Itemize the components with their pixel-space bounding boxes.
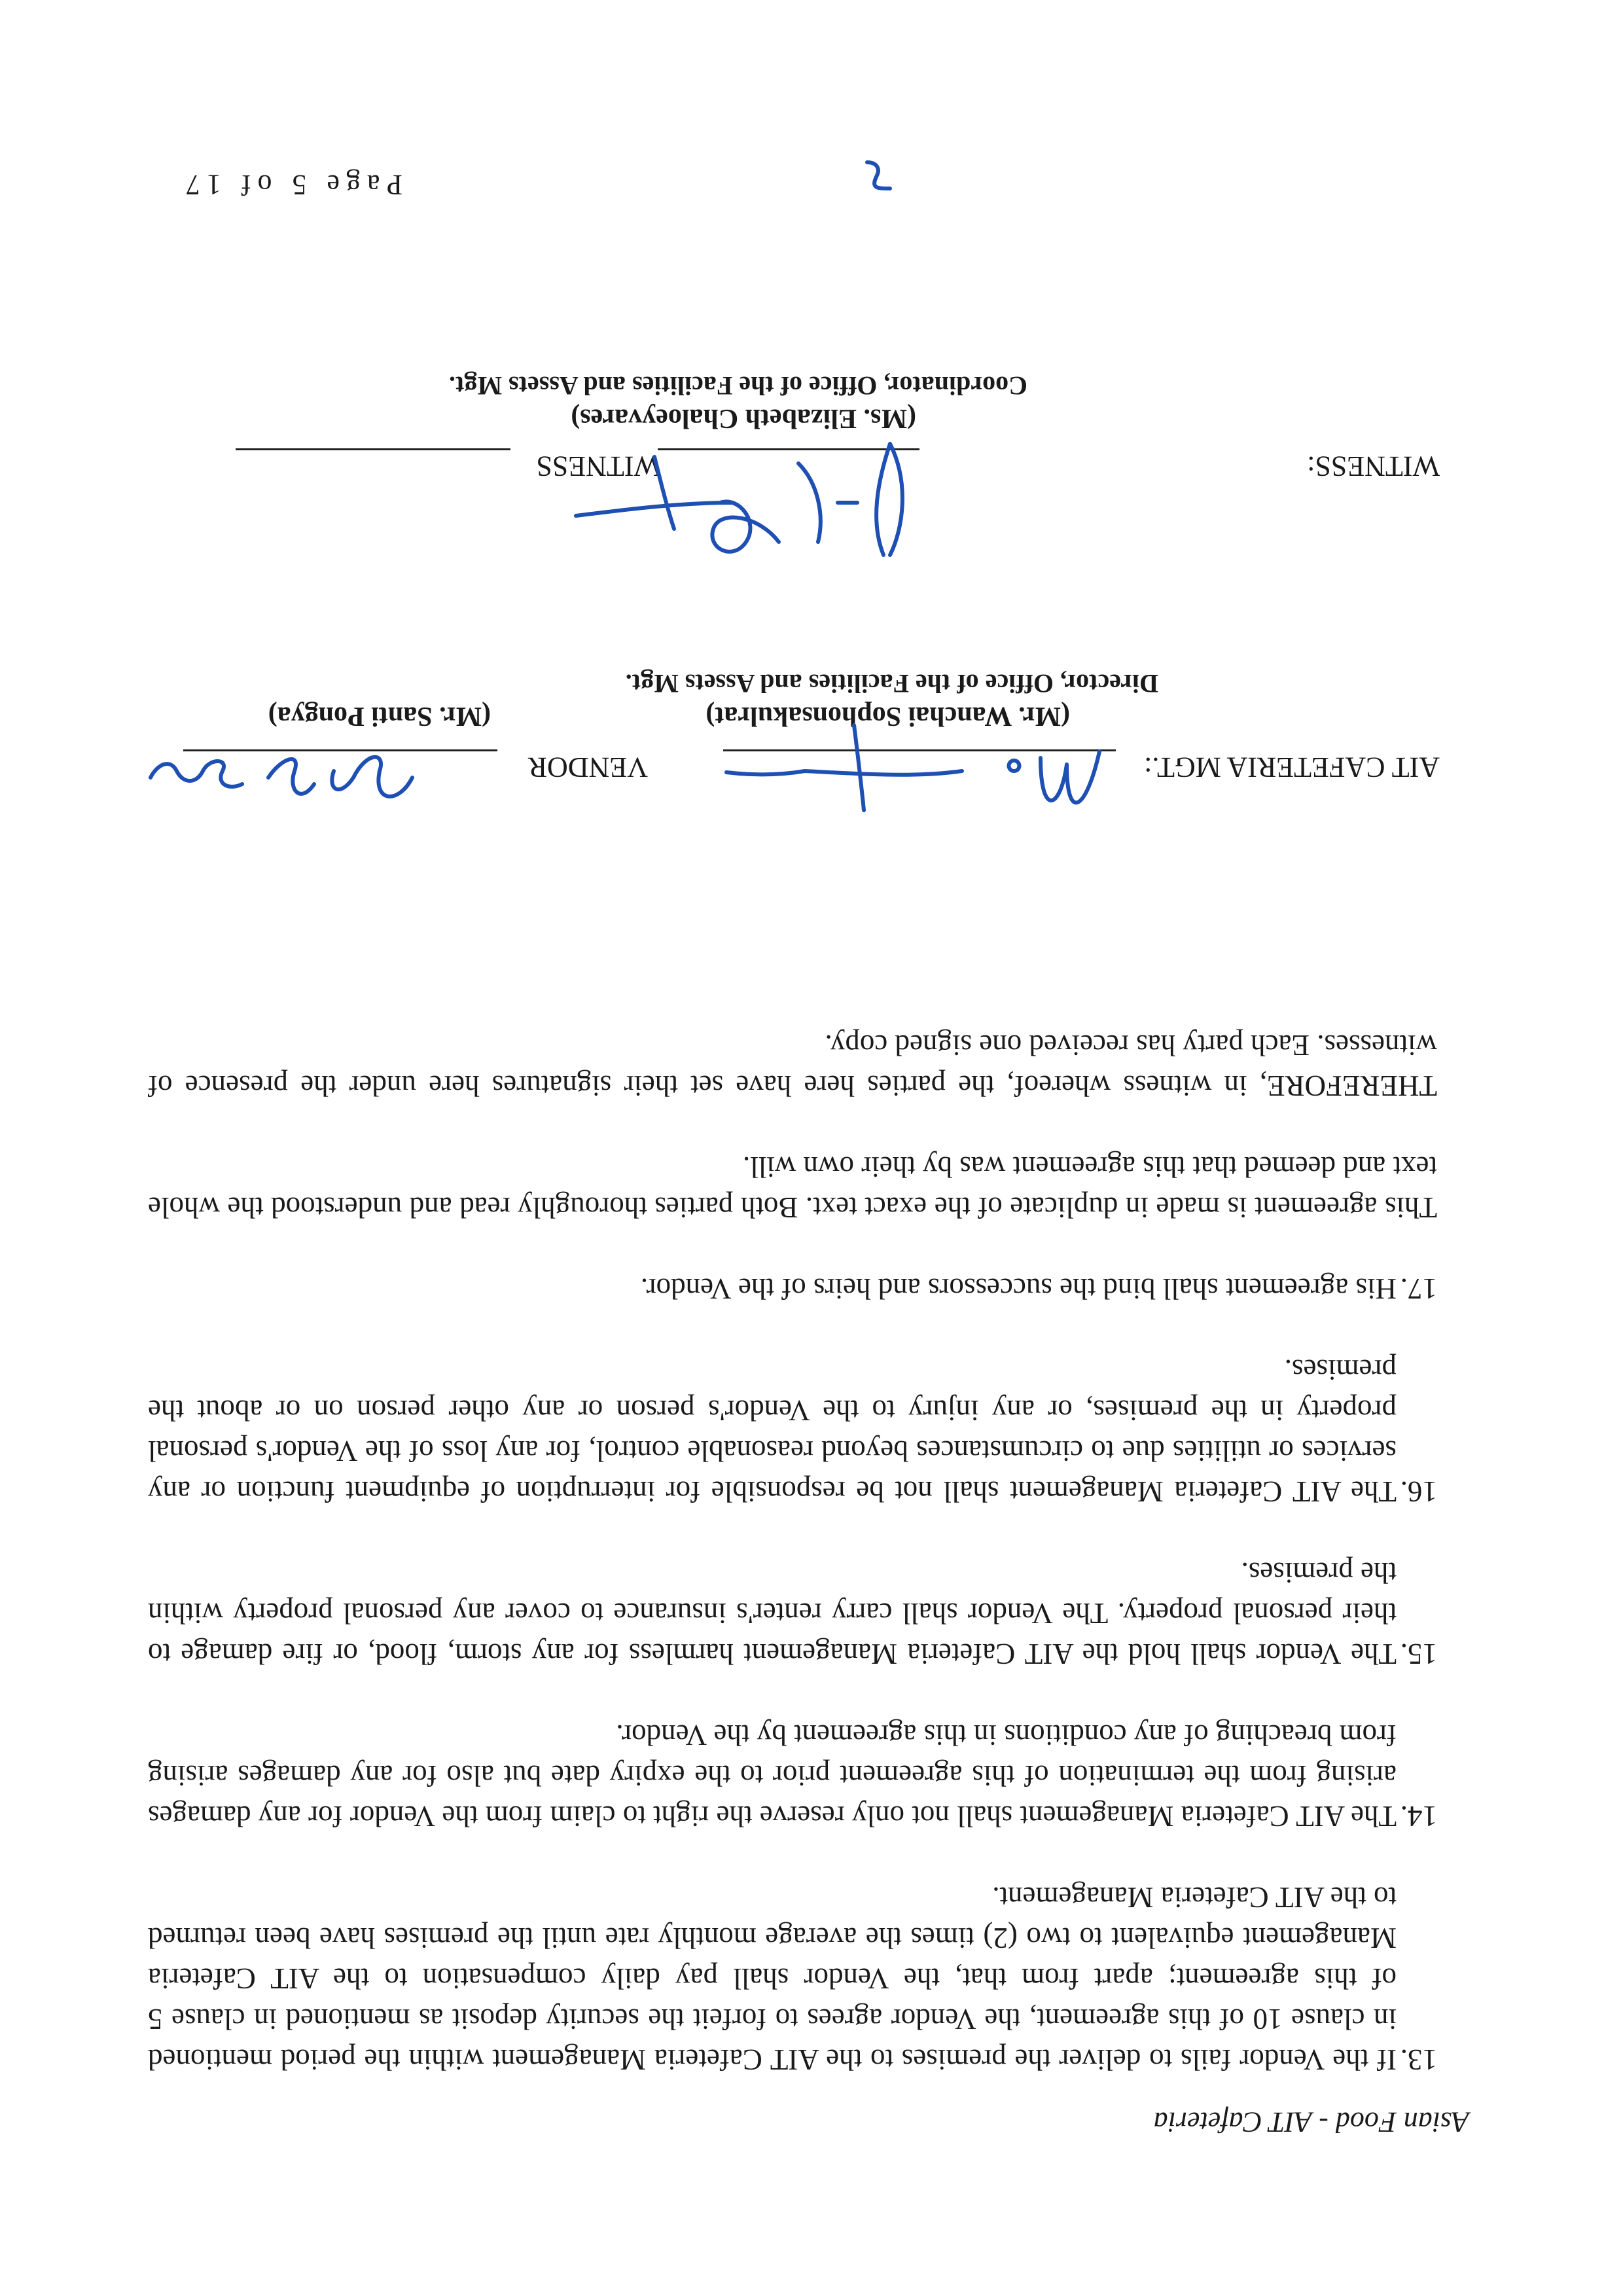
clause-17 bbox=[148, 1268, 1437, 1309]
page-initial-mark bbox=[857, 149, 897, 202]
clause-14 bbox=[148, 1715, 1437, 1837]
witness-statement: THEREFORE, in witness whereof, the parties here have set their signatures here under the presence of witnesses. Each party has received one signed copy. bbox=[148, 1029, 1437, 1102]
closing-statement: This agreement is made in duplicate of the exact text. Both parties thoroughly read and understood the whole text and deemed that this agreement was by their own will. bbox=[148, 1151, 1437, 1224]
clause-text: The Vendor shall hold the AIT Cafeteria Management harmless for any storm, flood, or fire damage to their personal property. The Vendor shall carry renter's insurance to cover any personal property within the premises. bbox=[148, 1556, 1397, 1670]
clause-number: 13. bbox=[1400, 2043, 1437, 2076]
clause-text: The AIT Cafeteria Management shall not be responsible for interruption of equipment function or any services or utilities due to circumstances beyond reasonable control, for any loss of the Vendor's personal property in the premises, or any injury to the Vendor's person or any other person on or about the premises. bbox=[148, 1354, 1397, 1508]
document-header: Asian Food - AIT Cafeteria bbox=[1153, 2106, 1469, 2138]
clause-number: 15. bbox=[1400, 1638, 1437, 1670]
clause-13 bbox=[148, 1877, 1437, 2080]
vendor-label: VENDOR bbox=[527, 751, 648, 783]
cafeteria-handwritten-signature bbox=[707, 719, 1113, 850]
page-number: Page 5 of 17 bbox=[179, 169, 402, 201]
cafeteria-signatory-name: (Mr. Wanchai Sophonsakulrat) bbox=[705, 701, 1070, 731]
clause-text: His agreement shall bind the successors and heirs of the Vendor. bbox=[640, 1272, 1397, 1305]
witness2-signature-line bbox=[236, 448, 510, 490]
witness1-name: (Ms. Elizabeth Chaloeyvares) bbox=[571, 403, 916, 433]
witness1-label: WITNESS: bbox=[1307, 450, 1440, 482]
clause-text: The AIT Cafeteria Management shall not only reserve the right to claim from the Vendor for any damages arising from the termination of this agreement prior to the expiry date but also for any damages arising from breaching of any conditions in this agreement by the Vendor. bbox=[148, 1719, 1397, 1833]
witness2-label: WITNESS bbox=[536, 450, 661, 482]
clause-text: If the Vendor fails to deliver the premises to the AIT Cafeteria Management within the period mentioned in clause 10 of this agreement, the Vendor agrees to forfeit the security deposit as mentioned in clause 5 of this agreement; apart from that, the Vendor shall pay daily compensation to the AIT Cafeteria Management equivalent to two (2) times the average monthly rate until the premises have been returned to the AIT Cafeteria Management. bbox=[148, 1881, 1397, 2076]
cafeteria-signatory-title: Director, Office of the Facilities and Assets Mgt. bbox=[625, 669, 1158, 698]
clause-16 bbox=[148, 1350, 1437, 1512]
witness1-title: Coordinator, Office of the Facilities and Assets Mgt. bbox=[449, 371, 1027, 401]
clause-15 bbox=[148, 1552, 1437, 1674]
clause-number: 17. bbox=[1400, 1272, 1437, 1305]
vendor-handwritten-signature bbox=[131, 738, 425, 830]
cafeteria-label: AIT CAFETERIA MGT.: bbox=[1144, 751, 1440, 783]
clauses-list bbox=[148, 1025, 1437, 2080]
witness1-handwritten-signature bbox=[563, 424, 929, 581]
clause-number: 16. bbox=[1400, 1475, 1437, 1508]
vendor-signatory-name: (Mr. Santi Pongya) bbox=[268, 701, 491, 731]
clause-number: 14. bbox=[1400, 1800, 1437, 1833]
